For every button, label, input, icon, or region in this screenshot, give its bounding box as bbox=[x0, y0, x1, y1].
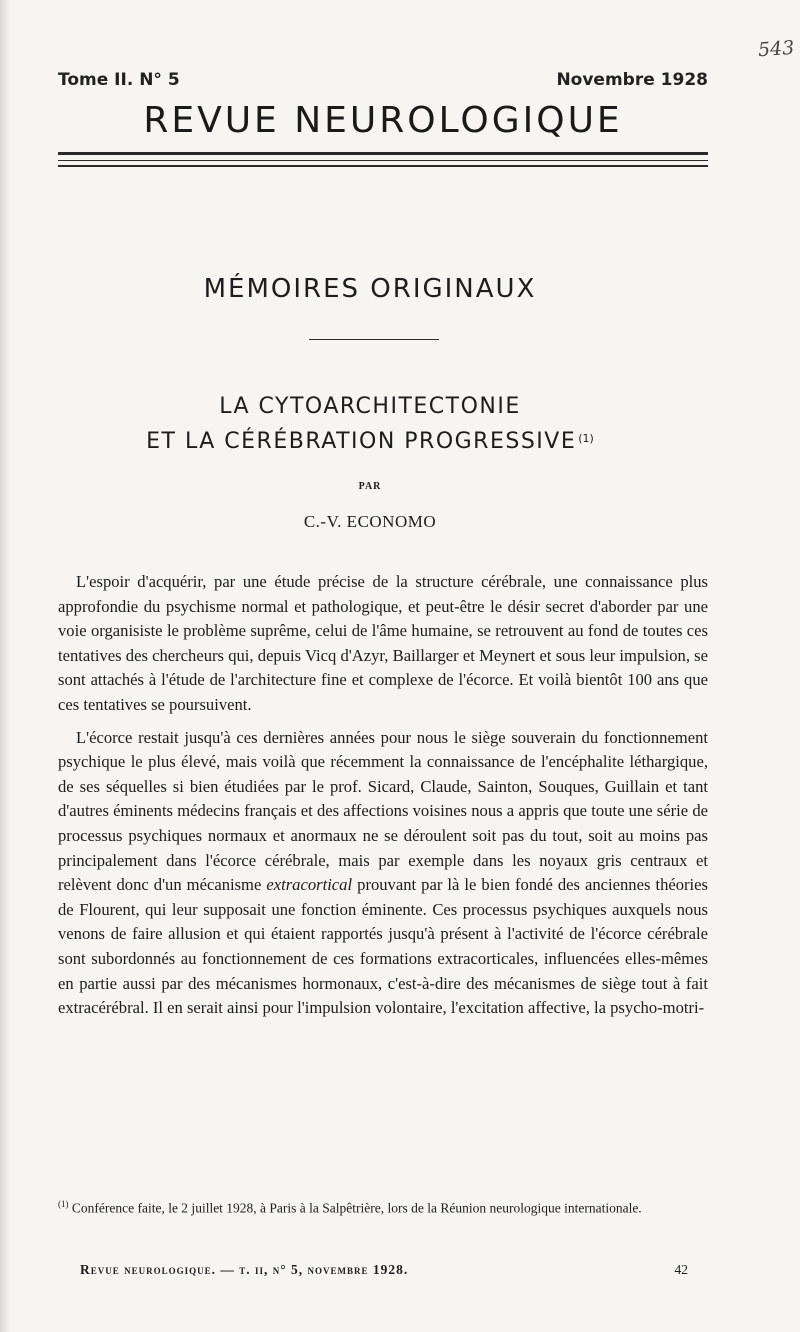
header-rule-thin bbox=[58, 160, 708, 161]
article-title-line2-text: ET LA CÉRÉBRATION PROGRESSIVE bbox=[146, 429, 577, 454]
article-body bbox=[58, 570, 708, 1021]
journal-title: REVUE NEUROLOGIQUE bbox=[143, 100, 623, 141]
body-paragraph-2-part1: L'écorce restait jusqu'à ces dernières années pour nous le siège souverain du fonctionnement psychique le plus élevé, mais voilà que récemment la connaissance de l'encéphalite léthargique, de ses séquelles si bien étudiées par le prof. Sicard, Claude, Sainton, Souques, Guillain et tant d'autres éminents médecins français et des affections voisines nous a appris que toute une série de processus psychiques normaux et anormaux ne se déroulent soit pas du tout, soit au moins pas principalement dans l'écorce cérébrale, mais par exemple dans les noyaux gris centraux et relèvent donc d'un mécanisme bbox=[58, 727, 708, 895]
header-rule-thick bbox=[58, 152, 708, 155]
footnote bbox=[58, 1196, 708, 1217]
page-footer bbox=[80, 1262, 688, 1278]
header-rule-bottom bbox=[58, 165, 708, 167]
running-header bbox=[58, 70, 708, 90]
article-title-line2 bbox=[0, 429, 740, 454]
body-paragraph-2 bbox=[58, 726, 708, 1021]
issue-date: Novembre 1928 bbox=[556, 70, 708, 90]
body-paragraph-2-part2: prouvant par là le bien fondé des anciennes théories de Flourent, qui leur supposait une fonction éminente. Ces processus psychiques auxquels nous venons de faire allusion et qui étaient rapportés jusqu'à présent à l'activité de l'écorce cérébrale sont subordonnés au fonctionnement de ces formations extracorticales, influencées elles-mêmes en partie aussi par des mécanismes hormonaux, c'est-à-dire des mécanismes de siège tout à fait extracérébral. Il en serait ainsi pour l'impulsion volontaire, l'excitation affective, la psycho-motri- bbox=[58, 875, 708, 1018]
page-number: 42 bbox=[674, 1262, 688, 1277]
italic-term: extracortical bbox=[266, 875, 353, 895]
author-name: C.-V. ECONOMO bbox=[303, 512, 437, 531]
footnote-marker: (1) bbox=[58, 1199, 69, 1209]
handwritten-page-number: 543 bbox=[757, 36, 795, 62]
footer-citation: Revue neurologique. — t. ii, n° 5, novembre 1928. bbox=[80, 1262, 409, 1277]
section-divider bbox=[309, 339, 439, 340]
footnote-text: Conférence faite, le 2 juillet 1928, à Paris à la Salpêtrière, lors de la Réunion neurologique internationale. bbox=[71, 1200, 642, 1216]
article-title-line1: LA CYTOARCHITECTONIE bbox=[219, 394, 521, 419]
byline-label: PAR bbox=[358, 481, 382, 492]
section-title: MÉMOIRES ORIGINAUX bbox=[203, 274, 537, 304]
body-paragraph-1: L'espoir d'acquérir, par une étude précise de la structure cérébrale, une connaissance plus approfondie du psychisme normal et pathologique, et peut-être le désir secret d'aborder par une voie organisiste le problème suprême, celui de l'âme humaine, se retrouvent au fond de toutes ces tentatives des chercheurs qui, depuis Vicq d'Azyr, Baillarger et Meynert et sous leur impulsion, se sont attachés à l'étude de l'architecture fine et complexe de l'écorce. Et voilà bientôt 100 ans que ces tentatives se poursuivent. bbox=[58, 572, 708, 714]
volume-label: Tome II. N° 5 bbox=[58, 70, 180, 90]
title-footnote-marker[interactable]: (1) bbox=[578, 432, 594, 445]
page-edge-shadow bbox=[0, 0, 10, 1332]
